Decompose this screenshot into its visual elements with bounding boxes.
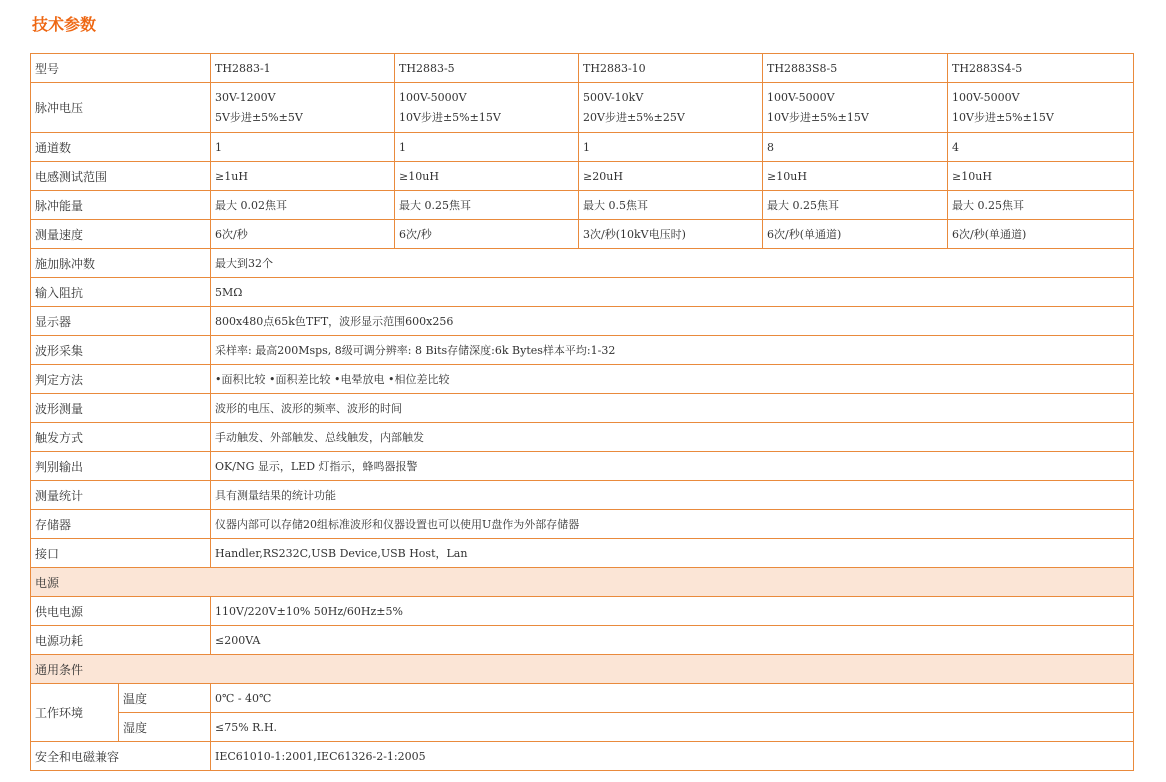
row-label: 波形采集 <box>31 336 211 365</box>
energy-cell: 最大 0.25焦耳 <box>763 191 948 220</box>
channels-cell: 1 <box>395 133 579 162</box>
table-row <box>31 539 1134 568</box>
row-label-channels: 通道数 <box>31 133 211 162</box>
inductance-cell: ≥1uH <box>211 162 395 191</box>
speed-cell: 6次/秒(单通道) <box>948 220 1134 249</box>
row-label-pulse-energy: 脉冲能量 <box>31 191 211 220</box>
section-header-general <box>31 655 1134 684</box>
voltage-step: 10V步进±5%±15V <box>952 110 1054 124</box>
voltage-range: 100V-5000V <box>767 90 835 104</box>
energy-cell: 最大 0.02焦耳 <box>211 191 395 220</box>
row-value: 仪器内部可以存储20组标准波形和仪器设置也可以使用U盘作为外部存储器 <box>211 510 1134 539</box>
row-value: 波形的电压、波形的频率、波形的时间 <box>211 394 1134 423</box>
humidity-value: ≤75% R.H. <box>211 713 1134 742</box>
channels-cell: 8 <box>763 133 948 162</box>
row-sublabel-temperature: 温度 <box>119 684 211 713</box>
energy-cell: 最大 0.5焦耳 <box>579 191 763 220</box>
row-value: OK/NG 显示，LED 灯指示，蜂鸣器报警 <box>211 452 1134 481</box>
table-row <box>31 481 1134 510</box>
row-value: 手动触发、外部触发、总线触发，内部触发 <box>211 423 1134 452</box>
voltage-step: 20V步进±5%±25V <box>583 110 685 124</box>
row-value: 采样率: 最高200Msps, 8级可调分辨率: 8 Bits存储深度:6k Bytes样本平均:1-32 <box>211 336 1134 365</box>
table-row <box>31 307 1134 336</box>
table-row <box>31 452 1134 481</box>
pulse-voltage-cell <box>948 83 1134 133</box>
row-label-environment: 工作环境 <box>31 684 119 742</box>
row-value: 800x480点65k色TFT，波形显示范围600x256 <box>211 307 1134 336</box>
row-label: 电源功耗 <box>31 626 211 655</box>
table-row <box>31 278 1134 307</box>
table-row <box>31 54 1134 83</box>
row-label: 判别输出 <box>31 452 211 481</box>
row-label: 判定方法 <box>31 365 211 394</box>
voltage-range: 100V-5000V <box>399 90 467 104</box>
row-value: 最大到32个 <box>211 249 1134 278</box>
row-label: 施加脉冲数 <box>31 249 211 278</box>
channels-cell: 4 <box>948 133 1134 162</box>
pulse-voltage-cell <box>211 83 395 133</box>
row-value: 110V/220V±10% 50Hz/60Hz±5% <box>211 597 1134 626</box>
row-label-inductance: 电感测试范围 <box>31 162 211 191</box>
table-row <box>31 133 1134 162</box>
table-row <box>31 162 1134 191</box>
row-label-model: 型号 <box>31 54 211 83</box>
section-header-power <box>31 568 1134 597</box>
voltage-range: 100V-5000V <box>952 90 1020 104</box>
row-label: 显示器 <box>31 307 211 336</box>
table-row <box>31 684 1134 713</box>
table-row <box>31 83 1134 133</box>
speed-cell: 6次/秒 <box>211 220 395 249</box>
channels-cell: 1 <box>579 133 763 162</box>
row-label: 输入阻抗 <box>31 278 211 307</box>
table-row <box>31 597 1134 626</box>
pulse-voltage-cell <box>395 83 579 133</box>
table-row <box>31 423 1134 452</box>
row-value: •面积比较 •面积差比较 •电晕放电 •相位差比较 <box>211 365 1134 394</box>
row-value: 具有测量结果的统计功能 <box>211 481 1134 510</box>
row-value: ≤200VA <box>211 626 1134 655</box>
inductance-cell: ≥10uH <box>395 162 579 191</box>
model-cell: TH2883S8-5 <box>763 54 948 83</box>
row-sublabel-humidity: 湿度 <box>119 713 211 742</box>
speed-cell: 3次/秒(10kV电压时) <box>579 220 763 249</box>
row-label: 触发方式 <box>31 423 211 452</box>
table-row <box>31 394 1134 423</box>
pulse-voltage-cell <box>579 83 763 133</box>
inductance-cell: ≥10uH <box>948 162 1134 191</box>
channels-cell: 1 <box>211 133 395 162</box>
table-row <box>31 191 1134 220</box>
table-row <box>31 365 1134 394</box>
row-value: 5MΩ <box>211 278 1134 307</box>
energy-cell: 最大 0.25焦耳 <box>395 191 579 220</box>
voltage-step: 10V步进±5%±15V <box>767 110 869 124</box>
table-row <box>31 510 1134 539</box>
speed-cell: 6次/秒 <box>395 220 579 249</box>
row-label: 接口 <box>31 539 211 568</box>
pulse-voltage-cell <box>763 83 948 133</box>
inductance-cell: ≥10uH <box>763 162 948 191</box>
voltage-range: 30V-1200V <box>215 90 276 104</box>
model-cell: TH2883-5 <box>395 54 579 83</box>
table-row <box>31 626 1134 655</box>
section-title: 通用条件 <box>31 655 1134 684</box>
row-label: 测量统计 <box>31 481 211 510</box>
inductance-cell: ≥20uH <box>579 162 763 191</box>
row-label-speed: 测量速度 <box>31 220 211 249</box>
row-label: 波形测量 <box>31 394 211 423</box>
table-row <box>31 713 1134 742</box>
row-value: Handler,RS232C,USB Device,USB Host，Lan <box>211 539 1134 568</box>
model-cell: TH2883S4-5 <box>948 54 1134 83</box>
temperature-value: 0℃ - 40℃ <box>211 684 1134 713</box>
table-row <box>31 742 1134 771</box>
row-label: 供电电源 <box>31 597 211 626</box>
voltage-range: 500V-10kV <box>583 90 644 104</box>
row-label-safety: 安全和电磁兼容 <box>31 742 211 771</box>
page-title: 技术参数 <box>32 15 97 34</box>
table-row <box>31 249 1134 278</box>
model-cell: TH2883-1 <box>211 54 395 83</box>
model-cell: TH2883-10 <box>579 54 763 83</box>
table-row <box>31 220 1134 249</box>
row-label-pulse-voltage: 脉冲电压 <box>31 83 211 133</box>
energy-cell: 最大 0.25焦耳 <box>948 191 1134 220</box>
voltage-step: 5V步进±5%±5V <box>215 110 303 124</box>
spec-table <box>30 53 1134 771</box>
section-title: 电源 <box>31 568 1134 597</box>
speed-cell: 6次/秒(单通道) <box>763 220 948 249</box>
table-row <box>31 336 1134 365</box>
row-label: 存储器 <box>31 510 211 539</box>
safety-value: IEC61010-1:2001,IEC61326-2-1:2005 <box>211 742 1134 771</box>
voltage-step: 10V步进±5%±15V <box>399 110 501 124</box>
